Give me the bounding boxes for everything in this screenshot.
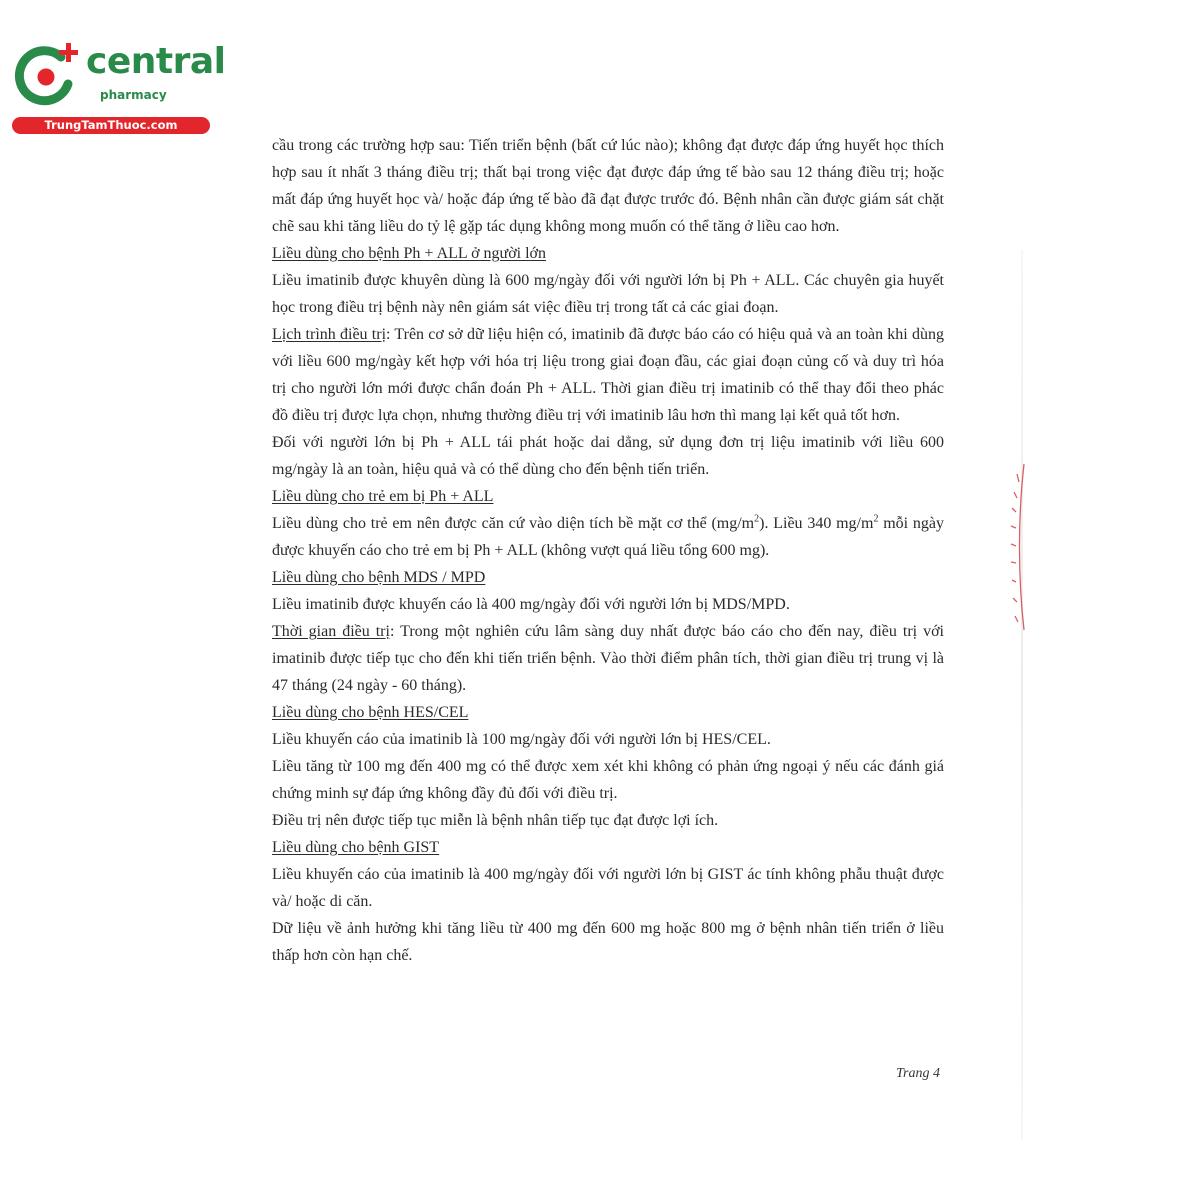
paragraph: Liều khuyến cáo của imatinib là 100 mg/ngày đối với người lớn bị HES/CEL. xyxy=(272,731,771,748)
central-pharmacy-logo xyxy=(10,38,226,136)
section-heading: Liều dùng cho bệnh GIST xyxy=(272,839,440,856)
paragraph: Dữ liệu về ảnh hưởng khi tăng liều từ 400 mg đến 600 mg hoặc 800 mg ở bệnh nhân tiến triển ở liều thấp hơn còn hạn chế. xyxy=(272,920,944,964)
paragraph: Liều imatinib được khuyến cáo là 400 mg/ngày đối với người lớn bị MDS/MPD. xyxy=(272,596,790,613)
section-heading: Liều dùng cho trẻ em bị Ph + ALL xyxy=(272,488,494,505)
paragraph: cầu trong các trường hợp sau: Tiến triển bệnh (bất cứ lúc nào); không đạt được đáp ứng huyết học thích hợp sau ít nhất 3 tháng điều trị; thất bại trong việc đạt được đáp ứng tế bào sau 12 tháng điều trị; hoặc mất đáp ứng huyết học và/ hoặc đáp ứng tế bào đã đạt được trước đó. Bệnh nhân cần được giám sát chặt chẽ sau khi tăng liều do tỷ lệ gặp tác dụng không mong muốn có thể tăng ở liều cao hơn. xyxy=(272,137,944,235)
logo-website-badge: TrungTamThuoc.com xyxy=(12,117,210,134)
paragraph: Liều tăng từ 100 mg đến 400 mg có thể được xem xét khi không có phản ứng ngoại ý nếu các đánh giá chứng minh sự đáp ứng không đầy đủ đối với điều trị. xyxy=(272,758,944,802)
section-heading: Liều dùng cho bệnh HES/CEL xyxy=(272,704,469,721)
paragraph xyxy=(272,510,944,564)
section-heading: Liều dùng cho bệnh Ph + ALL ở người lớn xyxy=(272,245,547,262)
page-edge-shadow xyxy=(1021,250,1023,1140)
logo-brand-name: central xyxy=(86,41,226,82)
paragraph: Liều imatinib được khuyên dùng là 600 mg/ngày đối với người lớn bị Ph + ALL. Các chuyên gia huyết học trong điều trị bệnh này nên giám sát việc điều trị trong tất cả các giai đoạn. xyxy=(272,272,944,316)
paragraph-text: : Trên cơ sở dữ liệu hiện có, imatinib đã được báo cáo có hiệu quả và an toàn khi dùng với liều 600 mg/ngày kết hợp với hóa trị liệu trong giai đoạn đầu, các giai đoạn củng cố và duy trì hóa trị cho người lớn mới được chẩn đoán Ph + ALL. Thời gian điều trị imatinib có thể thay đổi theo phác đồ điều trị được lựa chọn, nhưng thường điều trị với imatinib lâu hơn thì mang lại kết quả tốt hơn. xyxy=(272,326,944,424)
document-body xyxy=(272,132,944,969)
paragraph-text: Liều dùng cho trẻ em nên được căn cứ vào diện tích bề mặt cơ thể (mg/m xyxy=(272,515,755,532)
red-seal-stamp-fragment xyxy=(1004,462,1028,632)
paragraph-text: ). Liều 340 mg/m xyxy=(759,515,874,532)
paragraph xyxy=(272,618,944,699)
paragraph: Đối với người lớn bị Ph + ALL tái phát hoặc dai dẳng, sử dụng đơn trị liệu imatinib với liều 600 mg/ngày là an toàn, hiệu quả và có thể dùng cho đến bệnh tiến triển. xyxy=(272,434,944,478)
paragraph-lead-term: Thời gian điều trị xyxy=(272,623,390,640)
logo-brand-sub: pharmacy xyxy=(100,88,167,102)
page-number: Trang 4 xyxy=(896,1066,940,1081)
paragraph: Điều trị nên được tiếp tục miễn là bệnh nhân tiếp tục đạt được lợi ích. xyxy=(272,812,719,829)
paragraph xyxy=(272,321,944,429)
section-heading: Liều dùng cho bệnh MDS / MPD xyxy=(272,569,486,586)
superscript: 2 xyxy=(754,513,760,525)
paragraph: Liều khuyến cáo của imatinib là 400 mg/ngày đối với người lớn bị GIST ác tính không phẫu thuật được và/ hoặc di căn. xyxy=(272,866,944,910)
paragraph-lead-term: Lịch trình điều trị xyxy=(272,326,387,343)
paragraph-text: mỗi ngày được khuyến cáo cho trẻ em bị Ph + ALL (không vượt quá liều tổng 600 mg). xyxy=(272,515,945,559)
paragraph-text: : Trong một nghiên cứu lâm sàng duy nhất được báo cáo cho đến nay, điều trị với imatinib được tiếp tục cho đến khi tiến triển bệnh. Vào thời điểm phân tích, thời gian điều trị trung vị là 47 tháng (24 ngày - 60 tháng). xyxy=(272,623,945,694)
pharmacy-cross-icon xyxy=(10,38,82,110)
superscript: 2 xyxy=(873,513,879,525)
